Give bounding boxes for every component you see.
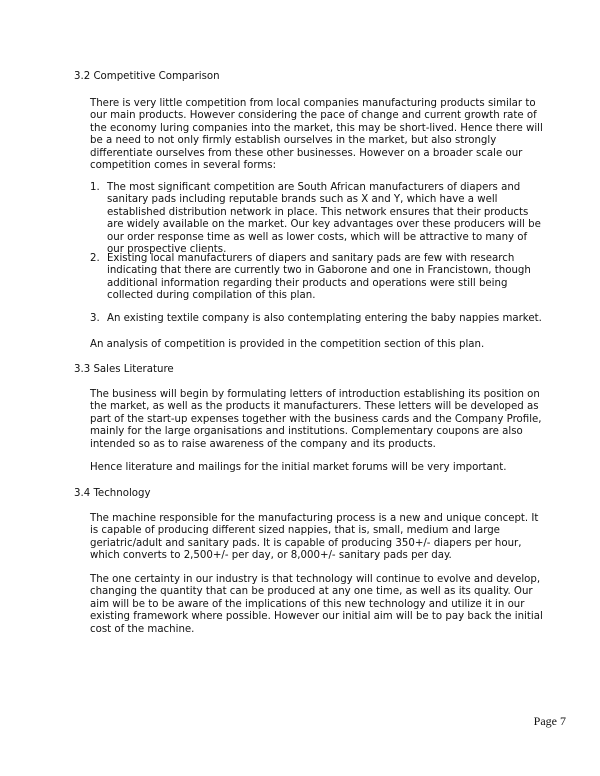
list-item-number: 1. [90,182,100,193]
competitive-comparison-closing: An analysis of competition is provided in the competition section of this plan. [90,339,485,350]
technology-paragraph-1: The machine responsible for the manufacturing process is a new and unique concept. It is capable of producing different sized nappies, that is, small, medium and large geriatric/adult and sanitary pads. It is capable of producing 350+/- diapers per hour, which converts to 2,500+/- per day, or 8,000+/- sanitary pads per day. [90,513,539,562]
section-heading-sales-literature: 3.3 Sales Literature [74,364,174,375]
competitive-comparison-intro: There is very little competition from local companies manufacturing products similar to our main products. However considering the pace of change and current growth rate of the economy luring companies into the market, this may be short-lived. Hence there will be a need to not only firmly establish ourselves in the market, but also strongly differentiate ourselves from these other businesses. However on a broader scale our competition comes in several forms: [90,98,543,172]
sales-literature-paragraph-2: Hence literature and mailings for the initial market forums will be very important. [90,462,507,473]
sales-literature-paragraph-1: The business will begin by formulating letters of introduction establishing its position on the market, as well as the products it manufacturers. These letters will be developed as part of the start-up expenses together with the business cards and the Company Profile, mainly for the large organisations and institutions. Complementary coupons are also intended so as to raise awareness of the company and its products. [90,389,542,450]
section-heading-technology: 3.4 Technology [74,488,151,499]
list-item [90,182,545,256]
list-item-text: Existing local manufacturers of diapers and sanitary pads are few with research indicating that there are currently two in Gaborone and one in Francistown, though additional information regarding their products and operations were still being collected during compilation of this plan. [107,253,531,302]
technology-paragraph-2: The one certainty in our industry is that technology will continue to evolve and develop, changing the quantity that can be produced at any one time, as well as its quality. Our aim will be to be aware of the implications of this new technology and utilize it in our existing framework where possible. However our initial aim will be to pay back the initial cost of the machine. [90,574,543,635]
list-item [90,253,545,303]
list-item-text: The most significant competition are South African manufacturers of diapers and sanitary pads including reputable brands such as X and Y, which have a well established distribution network in place. This network ensures that their products are widely available on the market. Our key advantages over these producers will be our order response time as well as lower costs, which will be attractive to many of our prospective clients. [107,182,541,256]
list-item-text: An existing textile company is also contemplating entering the baby nappies market. [107,313,542,324]
list-item-number: 3. [90,313,100,324]
list-item [90,313,545,325]
list-item-number: 2. [90,253,100,264]
page-number: Page 7 [533,714,566,728]
section-heading-competitive-comparison: 3.2 Competitive Comparison [74,71,220,82]
